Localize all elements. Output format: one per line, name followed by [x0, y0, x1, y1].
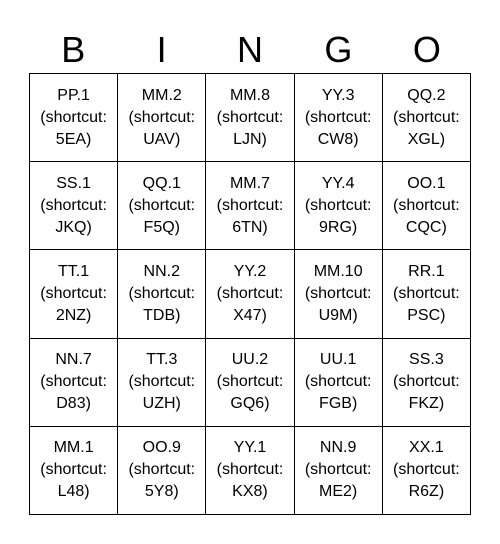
cell-shortcut-label: (shortcut: — [304, 284, 372, 302]
cell-shortcut-label: (shortcut: — [216, 373, 284, 391]
cell-shortcut-value: 6TN) — [232, 218, 268, 236]
cell-shortcut-value: CW8) — [317, 130, 359, 148]
cell-code: UU.2 — [231, 351, 269, 369]
cell-shortcut-label: (shortcut: — [393, 196, 460, 214]
cell-shortcut-value: LJN) — [233, 130, 267, 148]
cell-shortcut-label: (shortcut: — [304, 196, 372, 214]
bingo-cell — [294, 74, 382, 162]
cell-shortcut-label: (shortcut: — [128, 373, 196, 391]
bingo-row — [30, 426, 471, 514]
bingo-cell — [382, 250, 470, 338]
cell-code: PP.1 — [57, 86, 90, 104]
cell-shortcut-label: (shortcut: — [304, 461, 372, 479]
cell-shortcut-value: 9RG) — [319, 218, 358, 236]
cell-shortcut-value: X47) — [233, 306, 267, 324]
cell-shortcut-label: (shortcut: — [216, 196, 284, 214]
cell-shortcut-label: (shortcut: — [40, 196, 107, 214]
bingo-cell — [382, 162, 470, 250]
bingo-cell — [118, 250, 206, 338]
cell-shortcut-value: CQC) — [405, 218, 447, 236]
cell-code: OO.1 — [407, 174, 446, 192]
cell-code: XX.1 — [409, 439, 444, 457]
bingo-header — [29, 28, 471, 72]
bingo-cell — [382, 426, 470, 514]
cell-shortcut-label: (shortcut: — [128, 196, 196, 214]
cell-code: MM.8 — [229, 86, 270, 104]
bingo-cell — [382, 338, 470, 426]
bingo-cell — [30, 338, 118, 426]
bingo-cell — [206, 74, 294, 162]
cell-shortcut-label: (shortcut: — [40, 108, 107, 126]
cell-shortcut-label: (shortcut: — [216, 461, 284, 479]
cell-code: MM.1 — [53, 439, 94, 457]
cell-shortcut-value: F5Q) — [143, 218, 180, 236]
cell-shortcut-value: D83) — [56, 395, 91, 413]
cell-shortcut-label: (shortcut: — [128, 284, 196, 302]
bingo-cell — [294, 426, 382, 514]
cell-shortcut-value: L48) — [57, 483, 90, 501]
cell-shortcut-value: R6Z) — [408, 483, 445, 501]
cell-shortcut-value: JKQ) — [55, 218, 92, 236]
bingo-cell — [294, 162, 382, 250]
cell-shortcut-value: 2NZ) — [55, 306, 92, 324]
bingo-cell — [118, 162, 206, 250]
bingo-cell — [382, 74, 470, 162]
bingo-cell — [206, 162, 294, 250]
cell-code: NN.2 — [143, 262, 180, 280]
bingo-cell — [294, 250, 382, 338]
cell-shortcut-label: (shortcut: — [304, 108, 372, 126]
cell-shortcut-label: (shortcut: — [40, 284, 107, 302]
cell-shortcut-value: U9M) — [318, 306, 358, 324]
bingo-cell — [206, 338, 294, 426]
cell-code: TT.3 — [146, 351, 178, 369]
cell-code: SS.3 — [409, 351, 444, 369]
cell-shortcut-label: (shortcut: — [216, 108, 284, 126]
bingo-row — [30, 74, 471, 162]
header-letter-n: N — [237, 29, 264, 70]
cell-shortcut-value: GQ6) — [230, 395, 270, 413]
bingo-row — [30, 338, 471, 426]
cell-shortcut-value: UAV) — [143, 130, 181, 148]
cell-shortcut-value: ME2) — [319, 483, 358, 501]
cell-shortcut-value: 5EA) — [55, 130, 92, 148]
bingo-cell — [118, 74, 206, 162]
bingo-cell — [206, 426, 294, 514]
header-letter-g: G — [324, 29, 353, 70]
cell-shortcut-value: FKZ) — [408, 395, 445, 413]
bingo-cell — [118, 338, 206, 426]
header-letter-i: I — [156, 29, 167, 70]
cell-code: MM.7 — [229, 174, 270, 192]
bingo-cell — [30, 426, 118, 514]
cell-shortcut-label: (shortcut: — [40, 461, 107, 479]
bingo-card-grid — [29, 73, 471, 515]
cell-shortcut-value: UZH) — [142, 395, 181, 413]
cell-shortcut-value: KX8) — [232, 483, 268, 501]
bingo-cell — [30, 74, 118, 162]
bingo-cell — [206, 250, 294, 338]
bingo-cell — [30, 162, 118, 250]
cell-code: QQ.1 — [142, 174, 181, 192]
cell-code: RR.1 — [408, 262, 445, 280]
cell-shortcut-label: (shortcut: — [393, 108, 460, 126]
cell-shortcut-value: PSC) — [407, 306, 446, 324]
bingo-cell — [30, 250, 118, 338]
cell-code: NN.9 — [319, 439, 357, 457]
cell-code: YY.4 — [321, 174, 355, 192]
bingo-row — [30, 162, 471, 250]
cell-code: YY.2 — [233, 262, 267, 280]
header-letter-b: B — [61, 29, 86, 70]
cell-code: MM.10 — [313, 262, 363, 280]
cell-shortcut-label: (shortcut: — [216, 284, 284, 302]
cell-code: YY.1 — [233, 439, 267, 457]
cell-code: TT.1 — [58, 262, 90, 280]
cell-shortcut-label: (shortcut: — [393, 461, 460, 479]
cell-shortcut-label: (shortcut: — [393, 373, 460, 391]
cell-code: MM.2 — [141, 86, 182, 104]
cell-shortcut-value: XGL) — [407, 130, 446, 148]
cell-shortcut-label: (shortcut: — [304, 373, 372, 391]
cell-code: QQ.2 — [407, 86, 446, 104]
cell-shortcut-label: (shortcut: — [393, 284, 460, 302]
cell-shortcut-value: 5Y8) — [144, 483, 179, 501]
cell-code: NN.7 — [55, 351, 92, 369]
cell-code: UU.1 — [319, 351, 357, 369]
cell-shortcut-value: FGB) — [319, 395, 358, 413]
bingo-cell — [118, 426, 206, 514]
cell-shortcut-label: (shortcut: — [128, 461, 196, 479]
cell-shortcut-value: TDB) — [143, 306, 181, 324]
header-letter-o: O — [412, 29, 441, 70]
cell-shortcut-label: (shortcut: — [40, 373, 107, 391]
cell-code: YY.3 — [321, 86, 355, 104]
cell-code: OO.9 — [142, 439, 181, 457]
bingo-cell — [294, 338, 382, 426]
cell-shortcut-label: (shortcut: — [128, 108, 196, 126]
cell-code: SS.1 — [56, 174, 91, 192]
bingo-row — [30, 250, 471, 338]
